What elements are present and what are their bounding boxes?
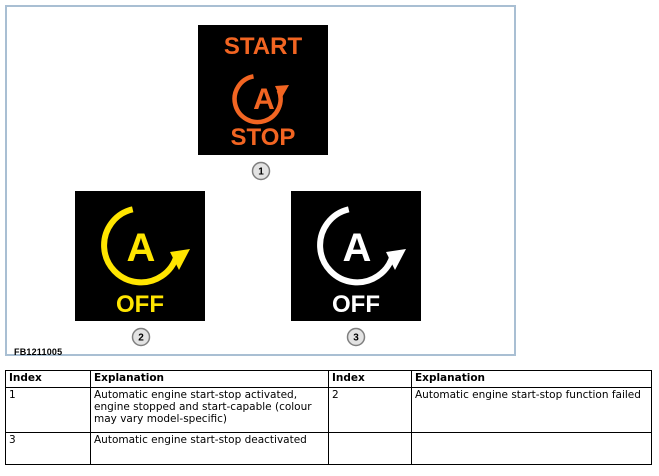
table-row <box>6 388 652 433</box>
header-index-b: Index <box>329 371 412 388</box>
cell-explanation: Automatic engine start-stop deactivated <box>91 433 329 465</box>
table-row <box>6 433 652 465</box>
header-index-a: Index <box>6 371 91 388</box>
start-stop-active-lamp <box>198 25 328 155</box>
cell-explanation: Automatic engine start-stop function failed <box>412 388 652 433</box>
start-stop-failed-lamp <box>75 191 205 321</box>
cell-index: 1 <box>6 388 91 433</box>
callout-2 <box>131 327 151 347</box>
cell-explanation: Automatic engine start-stop activated, engine stopped and start-capable (colour may vary model-specific) <box>91 388 329 433</box>
lamp-3-bottom-text: OFF <box>332 291 380 318</box>
legend-table <box>5 370 652 465</box>
lamp-1-top-text: START <box>223 33 303 60</box>
cell-index: 3 <box>6 433 91 465</box>
lamp-1-bottom-text: STOP <box>230 124 296 151</box>
callout-2-label: 2 <box>138 332 144 344</box>
indicator-figure <box>5 5 516 356</box>
lamp-3-letter: A <box>342 226 372 270</box>
header-explanation-b: Explanation <box>412 371 652 388</box>
figure-code: FB1211005 <box>14 347 63 357</box>
lamp-2-letter: A <box>126 226 156 270</box>
start-stop-deactivated-lamp <box>291 191 421 321</box>
legend-header-row <box>6 371 652 388</box>
callout-3 <box>346 327 366 347</box>
cell-index: 2 <box>329 388 412 433</box>
header-explanation-a: Explanation <box>91 371 329 388</box>
callout-1 <box>251 161 271 181</box>
cell-explanation <box>412 433 652 465</box>
cell-index <box>329 433 412 465</box>
callout-1-label: 1 <box>258 166 264 178</box>
lamp-2-bottom-text: OFF <box>116 291 164 318</box>
lamp-1-letter: A <box>253 83 275 116</box>
callout-3-label: 3 <box>353 332 359 344</box>
